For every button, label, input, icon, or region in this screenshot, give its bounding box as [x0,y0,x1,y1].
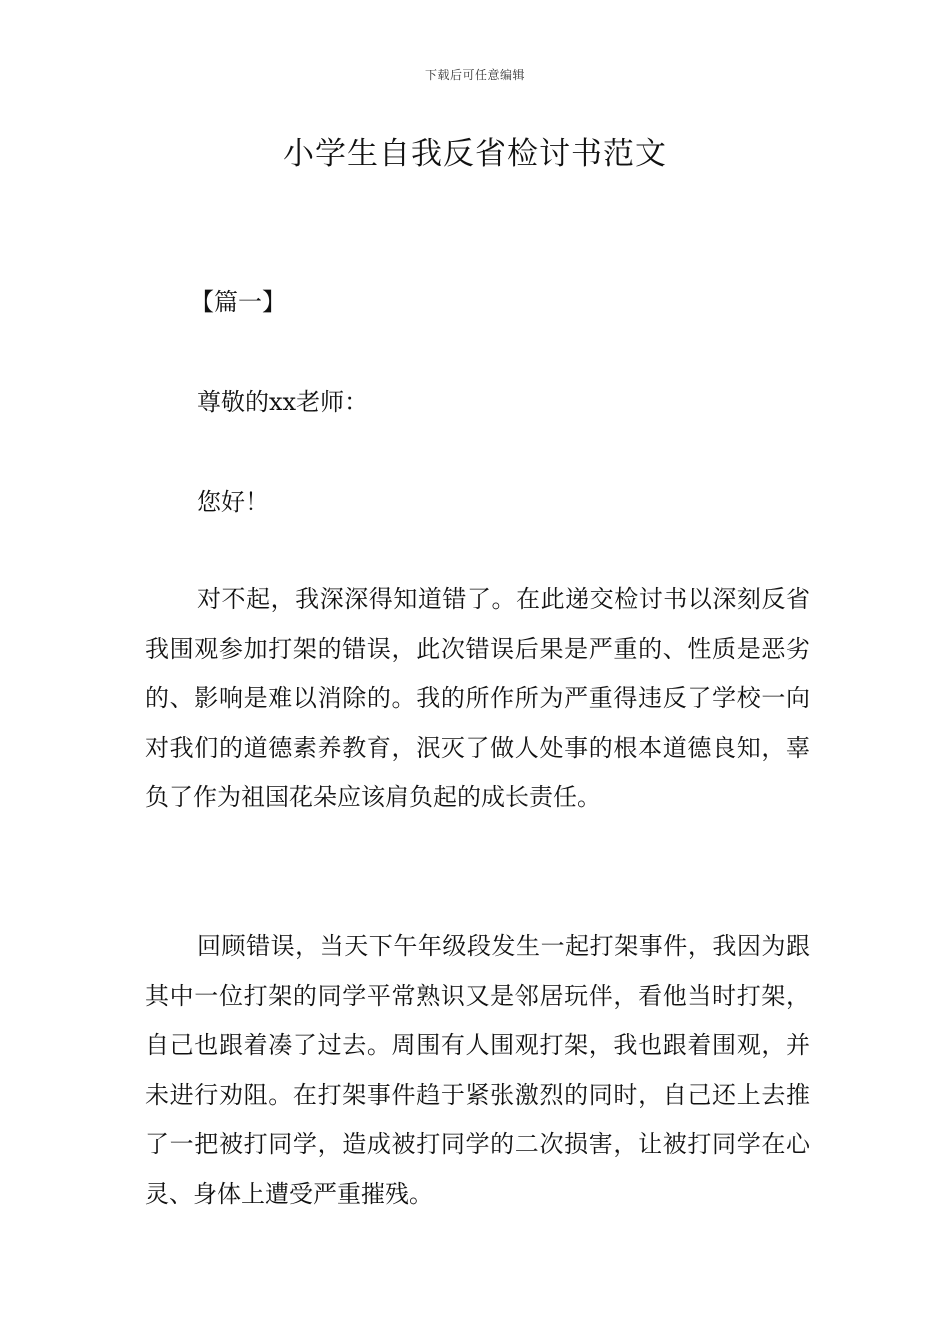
header-note: 下载后可任意编辑 [424,68,525,82]
body-paragraph-2: 回顾错误，当天下午年级段发生一起打架事件，我因为跟其中一位打架的同学平常熟识又是邻居玩伴，看他当时打架，自己也跟着凑了过去。周围有人围观打架，我也跟着围观，并未进行劝阻。在打架事件趋于紧张激烈的同时，自己还上去推了一把被打同学，造成被打同学的二次损害，让被打同学在心灵、身体上遭受严重摧残。 [145,932,810,1208]
body-paragraph-1: 对不起，我深深得知道错了。在此递交检讨书以深刻反省我围观参加打架的错误，此次错误后果是严重的、性质是恶劣的、影响是难以消除的。我的所作所为严重得违反了学校一向对我们的道德素养教育，泯灭了做人处事的根本道德良知，辜负了作为祖国花朵应该肩负起的成长责任。 [145,585,810,811]
section-label: 【篇一】 [190,288,286,316]
greeting: 您好！ [197,488,269,516]
document-title: 小学生自我反省检讨书范文 [283,136,667,172]
salutation: 尊敬的xx老师： [197,388,369,416]
